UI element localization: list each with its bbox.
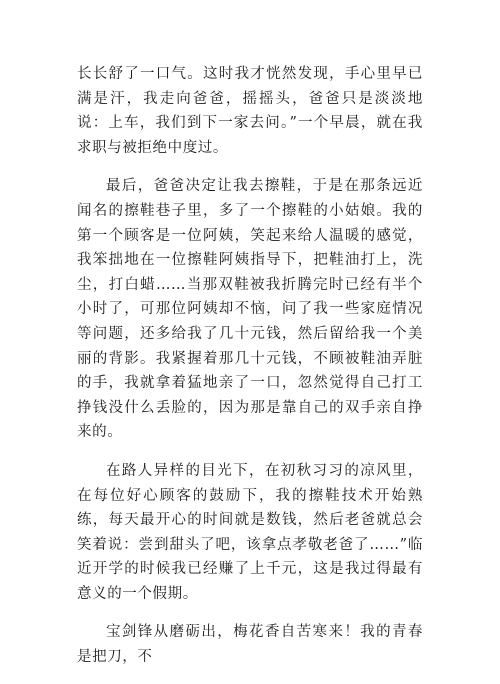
paragraph: 宝剑锋从磨砺出，梅花香自苦寒来！我的青春是把刀，不 <box>77 624 423 666</box>
paragraph: 长长舒了一口气。这时我才恍然发现，手心里早已满是汗，我走向爸爸，摇摇头，爸爸只是淡淡地说：上车，我们到下一家去问。”一个早晨，就在我求职与被拒绝中度过。 <box>77 66 423 156</box>
paragraph: 在路人异样的目光下，在初秋习习的凉风里，在每位好心顾客的鼓励下，我的擦鞋技术开始熟练，每天最开心的时间就是数钱，然后老爸就总会笑着说：尝到甜头了吧，该拿点孝敬老爸了……”临近开学的时候我已经赚了上千元，这是我过得最有意义的一个假期。 <box>77 462 423 602</box>
paragraph: 最后，爸爸决定让我去擦鞋，于是在那条远近闻名的擦鞋巷子里，多了一个擦鞋的小姑娘。我的第一个顾客是一位阿姨，笑起来给人温暖的感觉，我笨拙地在一位擦鞋阿姨指导下，把鞋油打上，洗尘，打白蜡……当那双鞋被我折腾完时已经有半个小时了，可那位阿姨却不恼，问了我一些家庭情况等问题，还多给我了几十元钱，然后留给我一个美丽的背影。我紧握着那几十元钱，不顾被鞋油弄脏的手，我就拿着猛地亲了一口，忽然觉得自己打工挣钱没什么丢脸的，因为那是靠自己的双手亲自挣来的。 <box>77 178 423 441</box>
essay-text <box>77 62 423 684</box>
